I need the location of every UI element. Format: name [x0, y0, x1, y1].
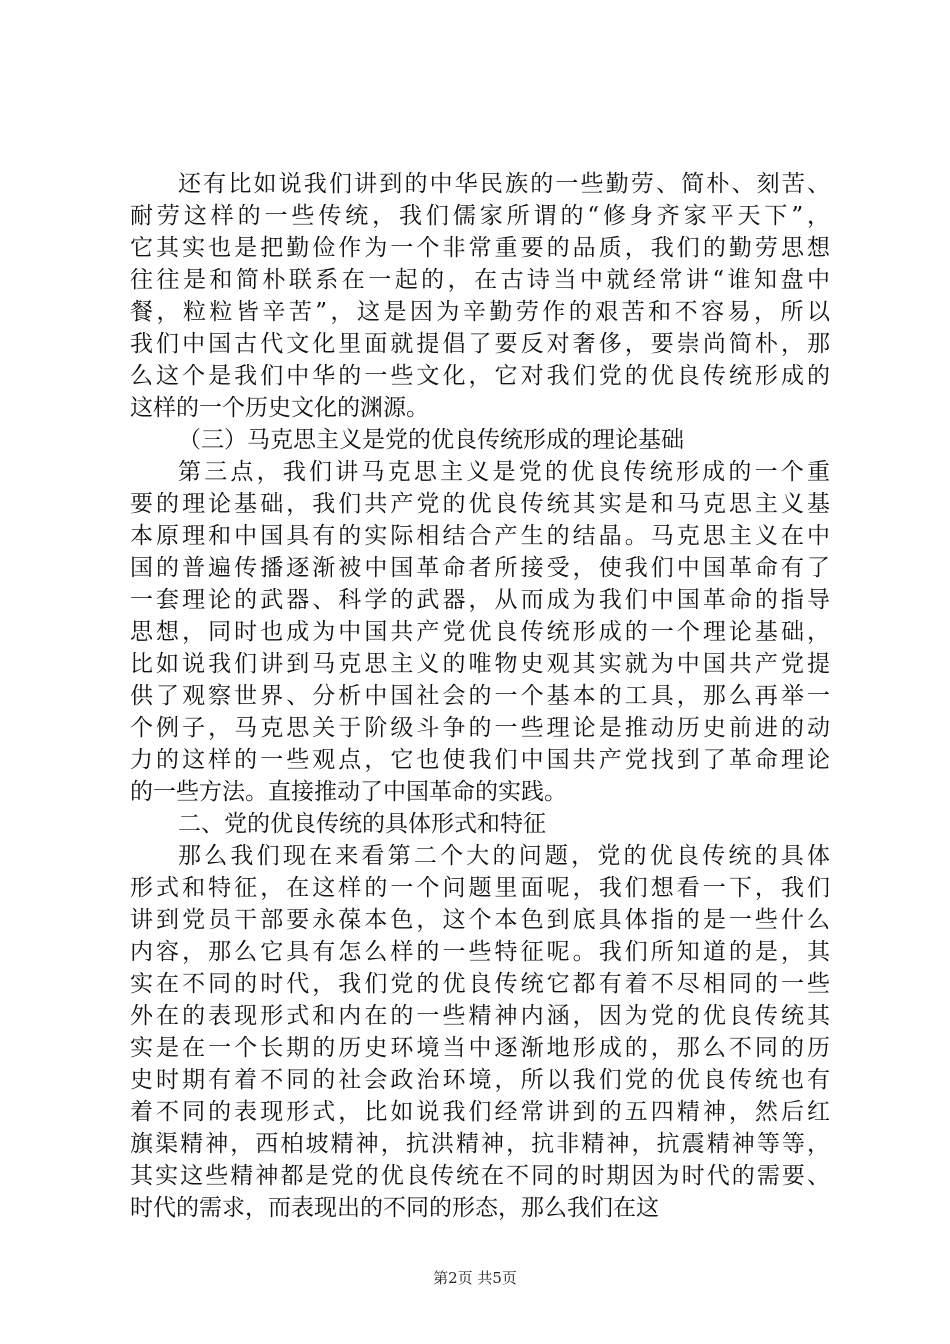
- text-line: 本原理和中国具有的实际相结合产生的结晶。马克思主义在中: [130, 523, 830, 549]
- text-line: 史时期有着不同的社会政治环境，所以我们党的优良传统也有: [130, 1067, 830, 1093]
- text-line: 外在的表现形式和内在的一些精神内涵，因为党的优良传统其: [130, 1003, 830, 1029]
- text-line: 二、党的优良传统的具体形式和特征: [178, 811, 546, 837]
- text-line: 实是在一个长期的历史环境当中逐渐地形成的，那么不同的历: [130, 1035, 830, 1061]
- text-line: 餐，粒粒皆辛苦”，这是因为辛勤劳作的艰苦和不容易，所以: [130, 299, 830, 325]
- text-line: 旗渠精神，西柏坡精神，抗洪精神，抗非精神，抗震精神等等，: [130, 1131, 830, 1157]
- text-line: 供了观察世界、分析中国社会的一个基本的工具，那么再举一: [130, 683, 830, 709]
- text-line: 思想，同时也成为中国共产党优良传统形成的一个理论基础，: [130, 619, 830, 645]
- text-line: 要的理论基础，我们共产党的优良传统其实是和马克思主义基: [130, 491, 830, 517]
- text-line: 实在不同的时代，我们党的优良传统它都有着不尽相同的一些: [130, 971, 830, 997]
- text-line: 么这个是我们中华的一些文化，它对我们党的优良传统形成的: [130, 363, 830, 389]
- document-body: [130, 168, 830, 1224]
- text-line: 我们中国古代文化里面就提倡了要反对奢侈，要崇尚简朴，那: [130, 331, 830, 357]
- text-line: 内容，那么它具有怎么样的一些特征呢。我们所知道的是，其: [130, 939, 830, 965]
- text-line: 比如说我们讲到马克思主义的唯物史观其实就为中国共产党提: [130, 651, 830, 677]
- text-line: 一套理论的武器、科学的武器，从而成为我们中国革命的指导: [130, 587, 830, 613]
- text-line: 那么我们现在来看第二个大的问题，党的优良传统的具体: [178, 843, 830, 869]
- text-line: 的一些方法。直接推动了中国革命的实践。: [130, 779, 567, 805]
- text-line: 第三点，我们讲马克思主义是党的优良传统形成的一个重: [178, 459, 830, 485]
- page-footer: 第2页 共5页: [433, 1269, 517, 1287]
- text-line: 这样的一个历史文化的渊源。: [130, 395, 429, 421]
- text-line: （三）马克思主义是党的优良传统形成的理论基础: [178, 427, 684, 453]
- text-line: 个例子，马克思关于阶级斗争的一些理论是推动历史前进的动: [130, 715, 830, 741]
- text-line: 耐劳这样的一些传统，我们儒家所谓的“修身齐家平天下”，: [130, 203, 830, 229]
- text-line: 往往是和简朴联系在一起的，在古诗当中就经常讲“谁知盘中: [130, 267, 830, 293]
- text-line: 着不同的表现形式，比如说我们经常讲到的五四精神，然后红: [130, 1099, 830, 1125]
- text-line: 国的普遍传播逐渐被中国革命者所接受，使我们中国革命有了: [130, 555, 830, 581]
- text-line: 时代的需求，而表现出的不同的形态，那么我们在这: [130, 1195, 659, 1221]
- text-line: 力的这样的一些观点，它也使我们中国共产党找到了革命理论: [130, 747, 830, 773]
- text-line: 它其实也是把勤俭作为一个非常重要的品质，我们的勤劳思想: [130, 235, 830, 261]
- text-line: 形式和特征，在这样的一个问题里面呢，我们想看一下，我们: [130, 875, 830, 901]
- text-line: 讲到党员干部要永葆本色，这个本色到底具体指的是一些什么: [130, 907, 830, 933]
- text-line: 其实这些精神都是党的优良传统在不同的时期因为时代的需要、: [130, 1163, 830, 1189]
- text-line: 还有比如说我们讲到的中华民族的一些勤劳、简朴、刻苦、: [178, 171, 830, 197]
